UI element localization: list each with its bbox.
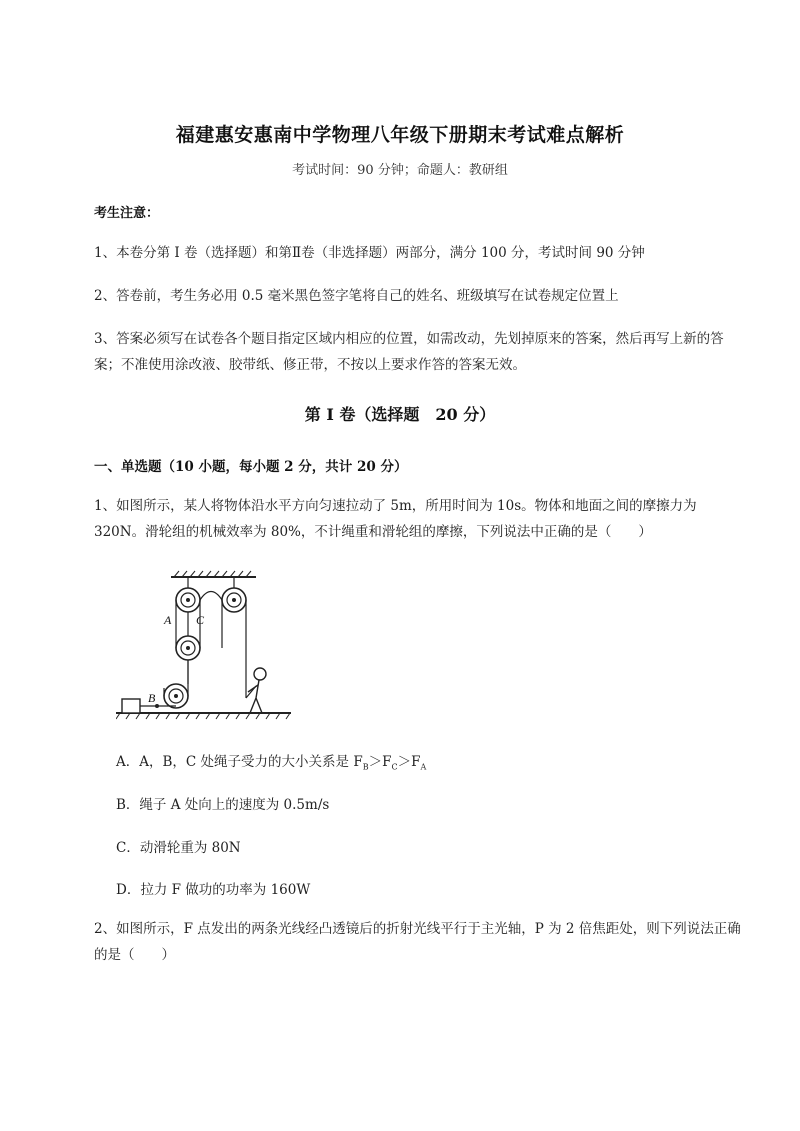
greater-than-2: ＞F: [397, 754, 421, 770]
page-title: 福建惠安惠南中学物理八年级下册期末考试难点解析: [175, 124, 625, 146]
q1-option-a[interactable]: [116, 750, 426, 772]
notice-heading: 考生注意：: [94, 206, 160, 221]
question-2-stem: 2、如图所示，F 点发出的两条光线经凸透镜后的折射光线平行于主光轴，P 为 2 倍焦距处，则下列说法正确的是（ ）: [94, 921, 741, 963]
subscript-a: A: [420, 762, 427, 772]
notice-item-3: 3、答案必须写在试卷各个题目指定区域内相应的位置，如需改动，先划掉原来的答案，然后再写上新的答案；不准使用涂改液、胶带纸、修正带，不按以上要求作答的答案无效。: [94, 331, 724, 373]
greater-than-1: ＞F: [368, 754, 392, 770]
pulley-system-figure: [116, 568, 291, 720]
label-b: B: [148, 691, 156, 705]
notice-item-2: 2、答卷前，考生务必用 0.5 毫米黑色签字笔将自己的姓名、班级填写在试卷规定位置上: [94, 288, 619, 304]
q1-option-a-text: A．A，B，C 处绳子受力的大小关系是 F: [116, 754, 363, 770]
part-heading: 一、单选题（10 小题，每小题 2 分，共计 20 分）: [94, 459, 408, 475]
notice-item-1: 1、本卷分第 I 卷（选择题）和第Ⅱ卷（非选择题）两部分，满分 100 分，考试时间 90 分钟: [94, 245, 645, 261]
label-a: A: [164, 613, 172, 627]
subscript-c: C: [391, 762, 398, 772]
exam-subtitle: 考试时间：90 分钟；命题人：教研组: [292, 163, 508, 178]
label-c: C: [196, 613, 205, 627]
q1-option-b[interactable]: B．绳子 A 处向上的速度为 0.5m/s: [116, 797, 330, 813]
q1-option-c[interactable]: C．动滑轮重为 80N: [116, 840, 241, 856]
section-title: 第 I 卷（选择题 20 分）: [304, 405, 496, 424]
question-1-stem: 1、如图所示，某人将物体沿水平方向匀速拉动了 5m，所用时间为 10s。物体和地面之间的摩擦力为 320N。滑轮组的机械效率为 80%，不计绳重和滑轮组的摩擦，下列说法中正确的是（ ）: [94, 498, 697, 540]
q1-option-d[interactable]: D．拉力 F 做功的功率为 160W: [116, 882, 311, 898]
subscript-b: B: [362, 762, 369, 772]
